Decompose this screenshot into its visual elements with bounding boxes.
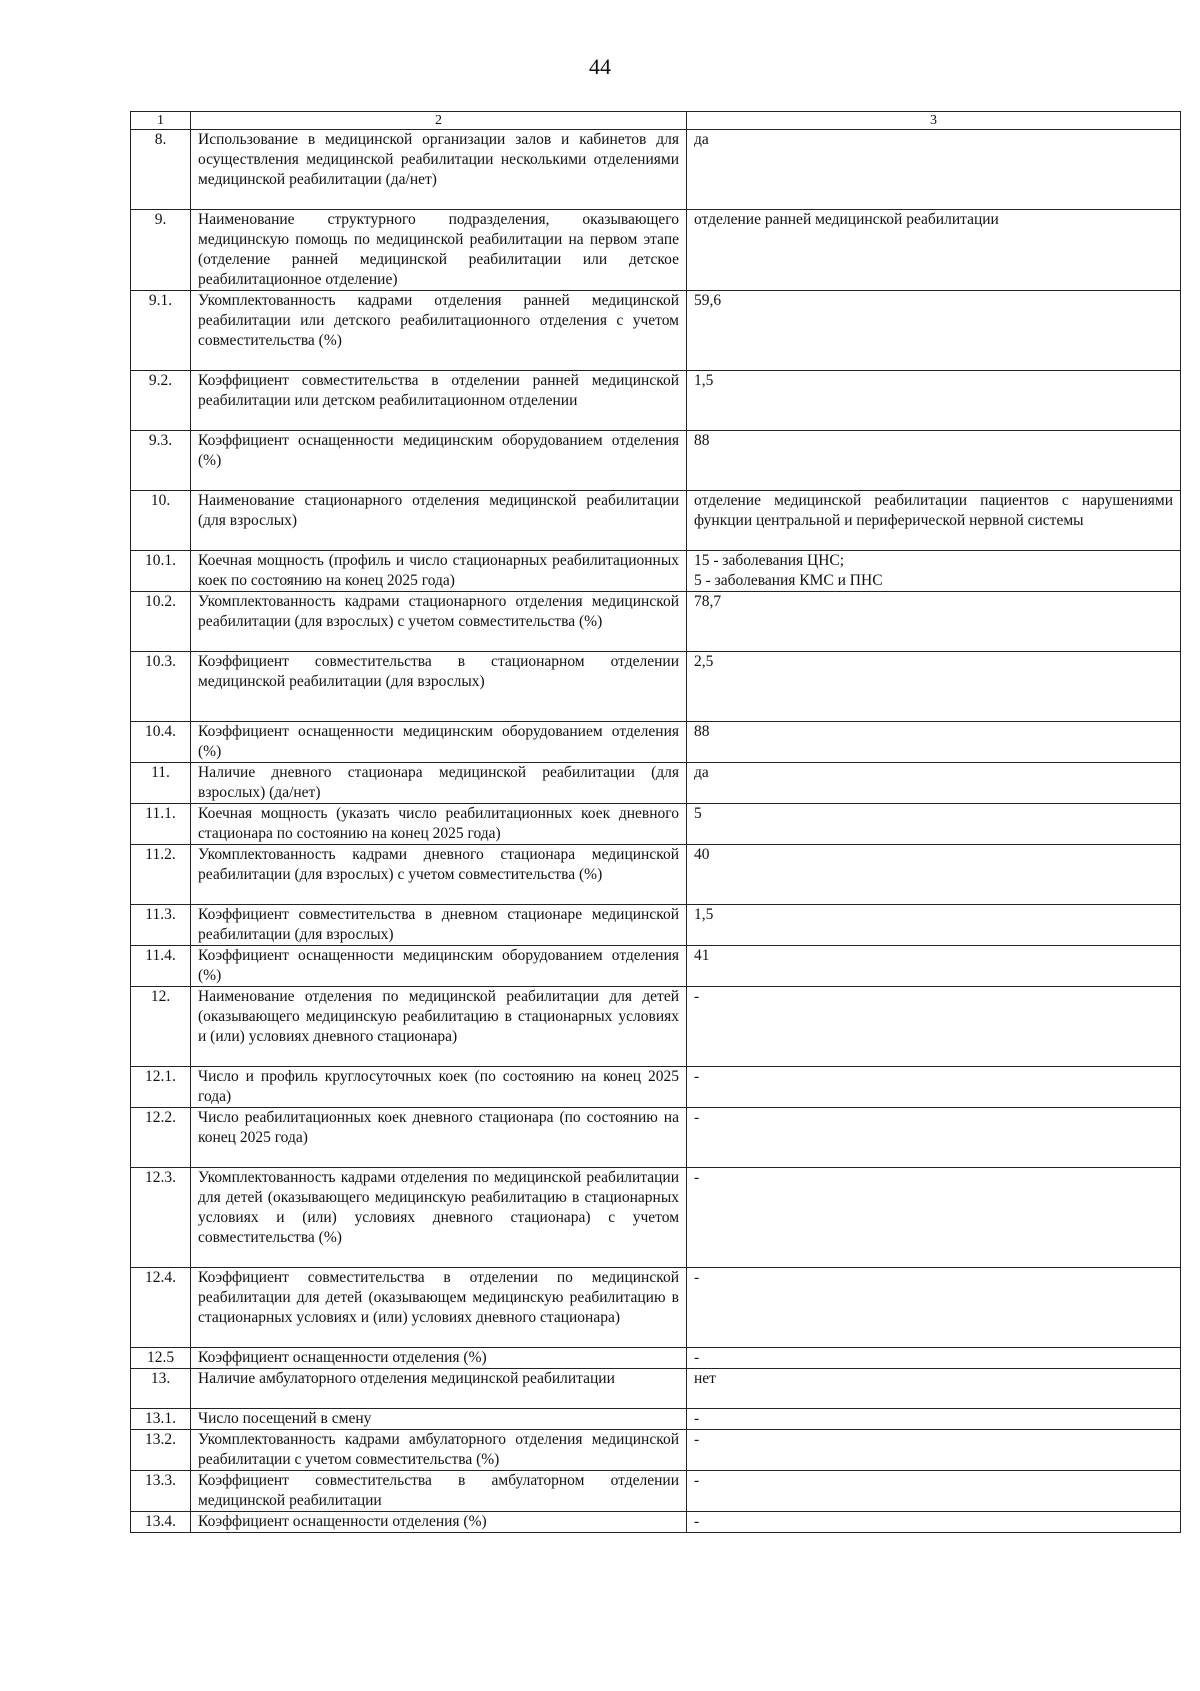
indicator-description-cell: Коэффициент оснащенности медицинским оборудованием отделения (%) <box>191 946 687 987</box>
indicator-description-cell: Коэффициент оснащенности медицинским оборудованием отделения (%) <box>191 722 687 763</box>
indicator-value-cell: 59,6 <box>687 291 1181 371</box>
indicator-value-cell: - <box>687 987 1181 1067</box>
indicator-description-cell: Коэффициент совместительства в амбулаторном отделении медицинской реабилитации <box>191 1471 687 1512</box>
table-header-row <box>131 112 1181 130</box>
table-row <box>131 431 1181 491</box>
row-number-cell: 11.2. <box>131 845 191 905</box>
row-number-cell: 11.3. <box>131 905 191 946</box>
table-row <box>131 905 1181 946</box>
indicator-description-cell: Число и профиль круглосуточных коек (по состоянию на конец 2025 года) <box>191 1067 687 1108</box>
indicator-value-cell: отделение ранней медицинской реабилитации <box>687 210 1181 291</box>
indicator-description-cell: Коечная мощность (указать число реабилитационных коек дневного стационара по состоянию на конец 2025 года) <box>191 804 687 845</box>
indicator-value-cell: - <box>687 1268 1181 1348</box>
indicator-value-cell: 5 <box>687 804 1181 845</box>
indicator-description-cell: Укомплектованность кадрами амбулаторного отделения медицинской реабилитации с учетом совместительства (%) <box>191 1430 687 1471</box>
table-row <box>131 763 1181 804</box>
indicator-description-cell: Коэффициент совместительства в отделении ранней медицинской реабилитации или детском реабилитационном отделении <box>191 371 687 431</box>
indicator-value-cell: - <box>687 1168 1181 1268</box>
indicator-value-cell: - <box>687 1409 1181 1430</box>
indicator-description-cell: Укомплектованность кадрами отделения по медицинской реабилитации для детей (оказывающего медицинскую реабилитацию в стационарных условиях и (или) условиях дневного стационара) с учетом совместительства (%) <box>191 1168 687 1268</box>
indicator-value-cell: - <box>687 1348 1181 1369</box>
indicator-description-cell: Наименование стационарного отделения медицинской реабилитации (для взрослых) <box>191 491 687 551</box>
row-number-cell: 9.1. <box>131 291 191 371</box>
rehabilitation-indicators-table <box>130 111 1181 1533</box>
row-number-cell: 12.5 <box>131 1348 191 1369</box>
indicator-value-cell: 1,5 <box>687 905 1181 946</box>
indicator-description-cell: Число реабилитационных коек дневного стационара (по состоянию на конец 2025 года) <box>191 1108 687 1168</box>
table-row <box>131 1348 1181 1369</box>
row-number-cell: 12.4. <box>131 1268 191 1348</box>
page-number: 44 <box>589 54 611 79</box>
table-row <box>131 130 1181 210</box>
table-row <box>131 491 1181 551</box>
indicator-value-cell: отделение медицинской реабилитации пациентов с нарушениями функции центральной и периферической нервной системы <box>687 491 1181 551</box>
table-row <box>131 987 1181 1067</box>
table-row <box>131 946 1181 987</box>
row-number-cell: 10.1. <box>131 551 191 592</box>
row-number-cell: 9. <box>131 210 191 291</box>
indicator-description-cell: Коечная мощность (профиль и число стационарных реабилитационных коек по состоянию на конец 2025 года) <box>191 551 687 592</box>
row-number-cell: 9.3. <box>131 431 191 491</box>
indicator-value-cell: 15 - заболевания ЦНС; 5 - заболевания КМС и ПНС <box>687 551 1181 592</box>
indicator-value-cell: нет <box>687 1369 1181 1409</box>
row-number-cell: 12.3. <box>131 1168 191 1268</box>
indicator-description-cell: Коэффициент совместительства в отделении по медицинской реабилитации для детей (оказывающем медицинскую реабилитацию в стационарных условиях и (или) условиях дневного стационара) <box>191 1268 687 1348</box>
table-row <box>131 1471 1181 1512</box>
row-number-cell: 11. <box>131 763 191 804</box>
row-number-cell: 13. <box>131 1369 191 1409</box>
row-number-cell: 9.2. <box>131 371 191 431</box>
row-number-cell: 10.3. <box>131 652 191 722</box>
table-row <box>131 1067 1181 1108</box>
indicator-value-cell: 88 <box>687 431 1181 491</box>
indicator-value-cell: - <box>687 1471 1181 1512</box>
indicator-description-cell: Коэффициент оснащенности отделения (%) <box>191 1348 687 1369</box>
indicator-description-cell: Укомплектованность кадрами отделения ранней медицинской реабилитации или детского реабилитационного отделения с учетом совместительства (%) <box>191 291 687 371</box>
indicator-value-cell: 88 <box>687 722 1181 763</box>
row-number-cell: 13.2. <box>131 1430 191 1471</box>
indicator-description-cell: Наименование структурного подразделения, оказывающего медицинскую помощь по медицинской реабилитации на первом этапе (отделение ранней медицинской реабилитации или детское реабилитационное отделение) <box>191 210 687 291</box>
indicator-description-cell: Укомплектованность кадрами дневного стационара медицинской реабилитации (для взрослых) с учетом совместительства (%) <box>191 845 687 905</box>
table-row <box>131 291 1181 371</box>
indicator-value-cell: 1,5 <box>687 371 1181 431</box>
table-row <box>131 592 1181 652</box>
table-row <box>131 1268 1181 1348</box>
row-number-cell: 13.1. <box>131 1409 191 1430</box>
indicator-description-cell: Наличие амбулаторного отделения медицинской реабилитации <box>191 1369 687 1409</box>
indicator-value-cell: 41 <box>687 946 1181 987</box>
indicator-description-cell: Наименование отделения по медицинской реабилитации для детей (оказывающего медицинскую реабилитацию в стационарных условиях и (или) условиях дневного стационара) <box>191 987 687 1067</box>
indicator-value-cell: 40 <box>687 845 1181 905</box>
row-number-cell: 11.1. <box>131 804 191 845</box>
indicator-value-cell: - <box>687 1512 1181 1533</box>
row-number-cell: 12. <box>131 987 191 1067</box>
column-header-1: 1 <box>131 112 191 130</box>
table-row <box>131 845 1181 905</box>
indicator-value-cell: да <box>687 763 1181 804</box>
row-number-cell: 10. <box>131 491 191 551</box>
indicator-description-cell: Коэффициент оснащенности отделения (%) <box>191 1512 687 1533</box>
column-header-2: 2 <box>191 112 687 130</box>
indicator-value-cell: - <box>687 1108 1181 1168</box>
indicator-description-cell: Наличие дневного стационара медицинской реабилитации (для взрослых) (да/нет) <box>191 763 687 804</box>
row-number-cell: 13.3. <box>131 1471 191 1512</box>
row-number-cell: 12.1. <box>131 1067 191 1108</box>
row-number-cell: 13.4. <box>131 1512 191 1533</box>
table-row <box>131 722 1181 763</box>
table-row <box>131 804 1181 845</box>
row-number-cell: 11.4. <box>131 946 191 987</box>
row-number-cell: 8. <box>131 130 191 210</box>
indicator-description-cell: Коэффициент совместительства в стационарном отделении медицинской реабилитации (для взрослых) <box>191 652 687 722</box>
table-row <box>131 1108 1181 1168</box>
indicator-value-cell: 2,5 <box>687 652 1181 722</box>
indicator-description-cell: Коэффициент совместительства в дневном стационаре медицинской реабилитации (для взрослых) <box>191 905 687 946</box>
indicator-value-cell: 78,7 <box>687 592 1181 652</box>
indicator-description-cell: Укомплектованность кадрами стационарного отделения медицинской реабилитации (для взрослых) с учетом совместительства (%) <box>191 592 687 652</box>
table-row <box>131 652 1181 722</box>
table-row <box>131 1409 1181 1430</box>
indicator-description-cell: Число посещений в смену <box>191 1409 687 1430</box>
table-row <box>131 1369 1181 1409</box>
table-body <box>131 112 1181 1533</box>
column-header-3: 3 <box>687 112 1181 130</box>
table-row <box>131 1430 1181 1471</box>
table-row <box>131 1168 1181 1268</box>
row-number-cell: 10.4. <box>131 722 191 763</box>
indicator-value-cell: - <box>687 1067 1181 1108</box>
table-row <box>131 551 1181 592</box>
indicator-description-cell: Использование в медицинской организации залов и кабинетов для осуществления медицинской реабилитации несколькими отделениями медицинской реабилитации (да/нет) <box>191 130 687 210</box>
row-number-cell: 10.2. <box>131 592 191 652</box>
table-row <box>131 210 1181 291</box>
row-number-cell: 12.2. <box>131 1108 191 1168</box>
table-row <box>131 371 1181 431</box>
indicator-description-cell: Коэффициент оснащенности медицинским оборудованием отделения (%) <box>191 431 687 491</box>
indicator-value-cell: - <box>687 1430 1181 1471</box>
indicator-value-cell: да <box>687 130 1181 210</box>
table-row <box>131 1512 1181 1533</box>
